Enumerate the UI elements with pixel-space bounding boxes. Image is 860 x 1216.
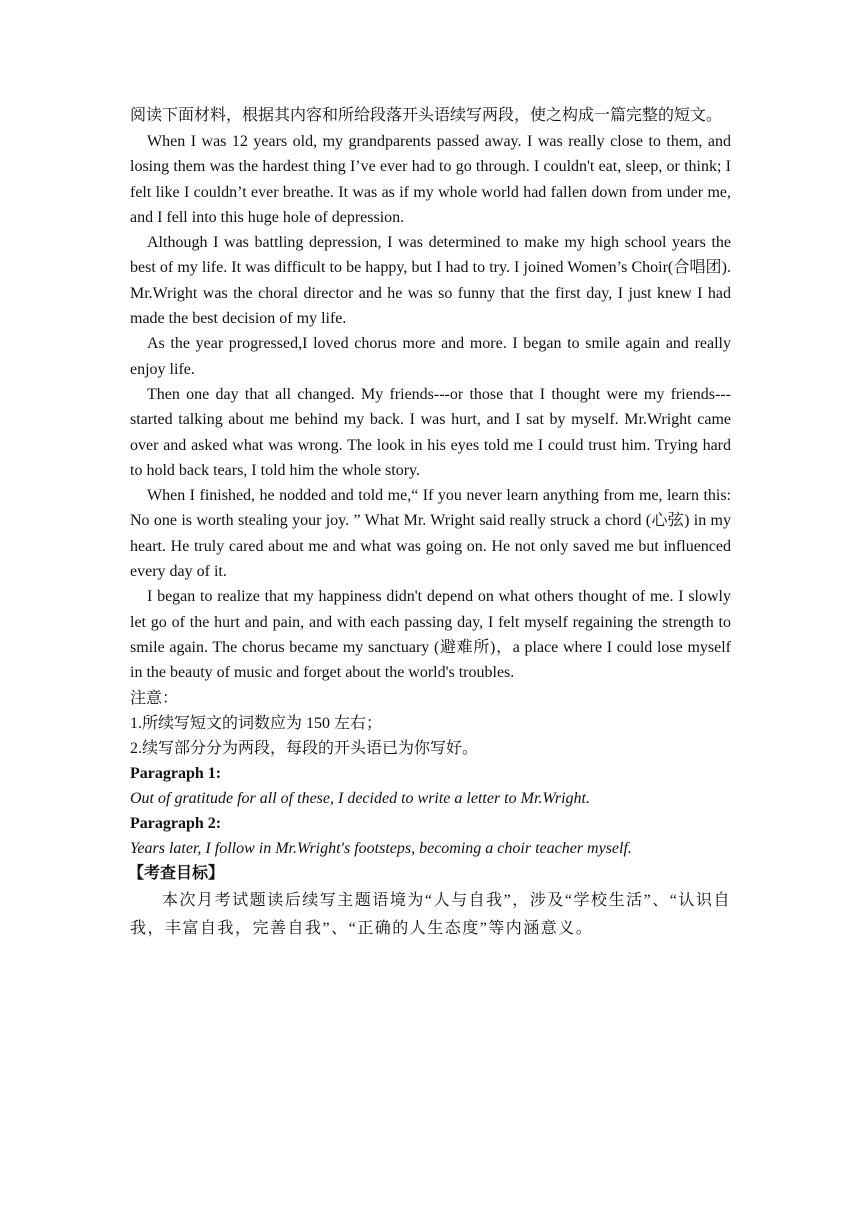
note-item-2: 2.续写部分分为两段，每段的开头语已为你写好。 bbox=[130, 739, 479, 757]
document-page bbox=[130, 103, 731, 943]
passage-paragraph-2: Although I was battling depression, I was determined to make my high school years the best of my life. It was difficult to be happy, but I had to try. I joined Women’s Choir(合唱团). Mr.Wright was the choral director and he was so funny that the first day, I just knew I had made the best decision of my life. bbox=[130, 234, 731, 328]
notes-heading: 注意： bbox=[130, 689, 179, 707]
paragraph-1-opening: Out of gratitude for all of these, I decided to write a letter to Mr.Wright. bbox=[130, 789, 590, 807]
paragraph-2-label: Paragraph 2: bbox=[130, 814, 222, 832]
note-item-1: 1.所续写短文的词数应为 150 左右； bbox=[130, 714, 383, 732]
objective-title: 【考查目标】 bbox=[128, 864, 225, 882]
passage-paragraph-5: When I finished, he nodded and told me,“ If you never learn anything from me, learn this: No one is worth stealing your joy. ” What Mr. Wright said really struck a chord (心弦) in my heart. He truly cared about me and what was going on. He not only saved me but influenced every day of it. bbox=[130, 487, 731, 581]
objective-text: 本次月考试题读后续写主题语境为“人与自我”，涉及“学校生活”、“认识自我，丰富自我，完善自我”、“正确的人生态度”等内涵意义。 bbox=[130, 891, 731, 937]
passage-paragraph-1: When I was 12 years old, my grandparents passed away. I was really close to them, and losing them was the hardest thing I’ve ever had to go through. I couldn't eat, sleep, or think; I felt like I couldn’t ever breathe. It was as if my whole world had fallen down from under me, and I fell into this huge hole of depression. bbox=[130, 133, 731, 226]
paragraph-1-label: Paragraph 1: bbox=[130, 764, 222, 782]
passage-paragraph-3: As the year progressed,I loved chorus more and more. I began to smile again and really enjoy life. bbox=[130, 335, 731, 378]
passage-paragraph-6: I began to realize that my happiness didn't depend on what others thought of me. I slowly let go of the hurt and pain, and with each passing day, I felt myself regaining the strength to smile again. The chorus became my sanctuary (避难所)，a place where I could lose myself in the beauty of music and forget about the world's troubles. bbox=[130, 588, 731, 682]
passage-paragraph-4: Then one day that all changed. My friends---or those that I thought were my friends---started talking about me behind my back. I was hurt, and I sat by myself. Mr.Wright came over and asked what was wrong. The look in his eyes told me I could trust him. Trying hard to hold back tears, I told him the whole story. bbox=[130, 385, 731, 479]
task-instructions: 阅读下面材料，根据其内容和所给段落开头语续写两段，使之构成一篇完整的短文。 bbox=[130, 107, 723, 124]
paragraph-2-opening: Years later, I follow in Mr.Wright's footsteps, becoming a choir teacher myself. bbox=[130, 839, 632, 857]
